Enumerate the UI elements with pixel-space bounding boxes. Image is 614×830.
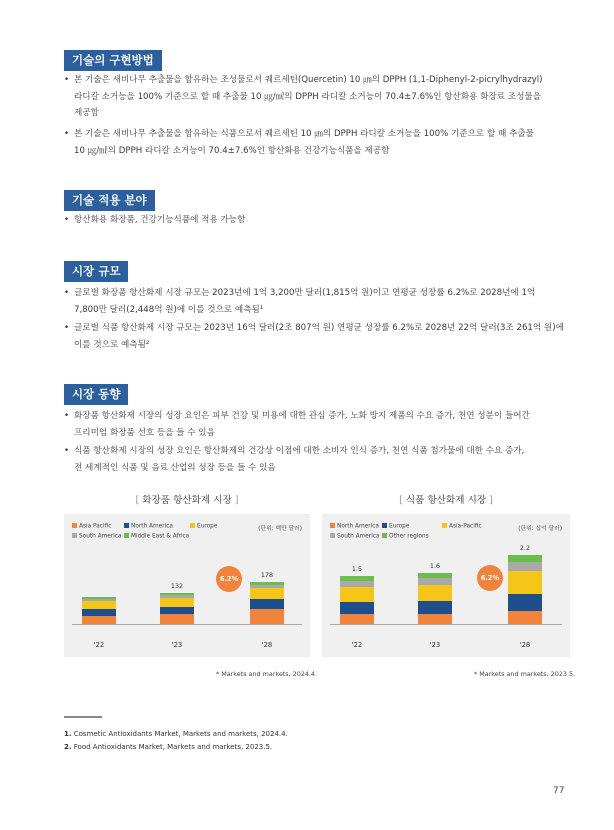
legend-swatch	[330, 523, 335, 528]
bar-total-label: 2.2	[519, 544, 531, 553]
bullet-line: 제공함	[74, 108, 99, 118]
legend-label: Other regions	[389, 533, 429, 540]
section-title-market-size: 시장 규모	[64, 261, 128, 282]
x-tick-label: '22	[351, 641, 363, 649]
legend-item	[382, 533, 429, 540]
legend-item	[382, 523, 409, 530]
bullet-mark: •	[64, 446, 70, 456]
legend-label: Europe	[197, 523, 218, 530]
chart-title-food: [ 식품 항산화제 시장 ]	[399, 495, 493, 506]
bar-segment	[250, 609, 284, 624]
bar-segment	[508, 571, 542, 593]
x-axis-line	[72, 624, 302, 625]
chart-panel-cosmetics	[64, 514, 310, 657]
bar-segment	[82, 599, 116, 601]
legend-item	[190, 523, 217, 530]
bar-total-label: 178	[260, 570, 274, 579]
chart-title-cosmetics: [ 화장품 항산화제 시장 ]	[135, 495, 239, 506]
footnote-divider	[64, 716, 102, 718]
legend-swatch	[330, 533, 335, 538]
market-trend-bullet-2	[64, 443, 570, 476]
chart-panel-food	[322, 514, 570, 657]
bullet-line: 화장품 항산화제 시장의 성장 요인은 피부 건강 및 미용에 대한 관심 증가, 노화 방지 제품의 수요 증가, 천연 성분이 들어간	[74, 411, 530, 421]
footnote-1	[64, 730, 288, 738]
x-tick-label: '23	[429, 641, 441, 649]
bar-1	[160, 593, 194, 624]
bullet-line: 식품 항산화제 시장의 성장 요인은 항산화제의 건강상 이점에 대한 소비자 인식 증가, 천연 식품 첨가물에 대한 수요 증가,	[74, 446, 525, 456]
x-axis-line	[330, 624, 562, 625]
legend-label: Europe	[389, 523, 410, 530]
page-number: 77	[553, 786, 565, 796]
legend-item	[72, 533, 122, 540]
bar-total-label: 1.5	[351, 564, 363, 573]
bar-segment	[160, 595, 194, 598]
bullet-line: 본 기술은 새비나무 추출물을 함유하는 조성물로서 퀘르세틴(Quercetin) 10 ㎛의 DPPH (1,1-Diphenyl-2-picrylhydrazyl)	[74, 75, 543, 85]
legend-label: North America	[337, 523, 379, 530]
bullet-mark: •	[64, 323, 70, 333]
bullet-line: 글로벌 화장품 항산화제 시장 규모는 2023년에 1억 3,200만 달러(1,815억 원)이고 연평균 성장률 6.2%로 2028년에 1억	[74, 288, 536, 298]
legend-swatch	[124, 523, 129, 528]
legend-swatch	[72, 523, 77, 528]
legend-label: Asia Pacific	[79, 523, 112, 530]
bar-segment	[340, 576, 374, 581]
market-size-bullet-2	[64, 320, 570, 353]
bullet-line: 항산화용 화장품, 건강기능식품에 적용 가능함	[74, 215, 246, 225]
chart-source-food: * Markets and markets, 2023.5.	[474, 670, 576, 678]
bullet-mark: •	[64, 411, 70, 421]
bar-segment	[508, 562, 542, 572]
legend-swatch	[382, 523, 387, 528]
bar-segment	[160, 598, 194, 607]
chart-source-cosmetics: * Markets and markets, 2024.4.	[216, 670, 318, 678]
section-title-implementation: 기술의 구현방법	[64, 50, 162, 71]
bullet-line: 프리미엄 화장품 선호 등을 들 수 있음	[74, 427, 215, 438]
legend-swatch	[190, 523, 195, 528]
bar-segment	[250, 585, 284, 588]
market-trend-bullet-1	[64, 408, 570, 441]
x-tick-label: '23	[171, 641, 183, 649]
legend-swatch	[124, 533, 129, 538]
implementation-bullet-1	[64, 72, 570, 122]
bar-segment	[82, 597, 116, 599]
market-size-bullet-1	[64, 285, 570, 318]
bar-segment	[82, 609, 116, 616]
bar-segment	[340, 614, 374, 624]
bar-total-label: 132	[170, 581, 184, 590]
x-tick-label: '28	[519, 641, 531, 649]
footnote-number: 1.	[64, 730, 72, 738]
bar-1	[418, 573, 452, 624]
legend-swatch	[442, 523, 447, 528]
bar-segment	[508, 555, 542, 561]
bullet-line: 7,800만 달러(2,448억 원)에 이를 것으로 예측됨¹	[74, 304, 264, 315]
implementation-bullet-2	[64, 126, 570, 159]
bar-segment	[160, 593, 194, 596]
bar-segment	[250, 599, 284, 609]
bullet-mark: •	[64, 288, 70, 298]
application-bullet-1	[64, 212, 570, 229]
growth-rate-badge: 6.2%	[216, 566, 242, 592]
legend-item	[124, 533, 189, 540]
bullet-line: 전 세계적인 식품 및 음료 산업의 성장 등을 들 수 있음	[74, 462, 276, 473]
bullet-line: 본 기술은 새비나무 추출물을 함유하는 식품으로서 퀘르세틴 10 ㎛의 DPPH 라디칼 소거능을 100% 기준으로 할 때 추출물	[74, 129, 534, 139]
bar-total-label: 1.6	[429, 561, 441, 570]
legend-label: South America	[79, 533, 122, 540]
legend-label: South America	[337, 533, 380, 540]
legend-item	[124, 523, 173, 530]
bullet-mark: •	[64, 215, 70, 225]
bar-segment	[418, 601, 452, 614]
bullet-line: 10 ㎍/㎖의 DPPH 라디칼 소거능이 70.4±7.6%인 항산화용 건강기능식품을 제공함	[74, 145, 390, 156]
footnote-2	[64, 743, 272, 751]
footnote-text: Food Antioxidants Market, Markets and markets, 2023.5.	[73, 743, 273, 751]
bar-2	[250, 582, 284, 624]
bullet-line: 글로벌 식품 항산화제 시장 규모는 2023년 16억 달러(2조 807억 원) 연평균 성장률 6.2%로 2028년 22억 달러(3조 261억 원)에	[74, 323, 564, 333]
growth-rate-badge: 6.2%	[477, 565, 503, 591]
bar-segment	[82, 616, 116, 624]
bullet-mark: •	[64, 75, 70, 85]
legend-label: Middle East & Africa	[131, 533, 190, 540]
legend-item	[330, 533, 380, 540]
legend-label: North America	[131, 523, 173, 530]
chart-unit: (단위: 백만 달러)	[258, 526, 302, 532]
bar-segment	[508, 611, 542, 624]
bar-segment	[340, 581, 374, 587]
bar-segment	[418, 585, 452, 601]
x-tick-label: '28	[261, 641, 273, 649]
bar-segment	[418, 614, 452, 624]
footnote-text: Cosmetic Antioxidants Market, Markets and markets, 2024.4.	[73, 730, 288, 738]
section-title-application: 기술 적용 분야	[64, 190, 155, 211]
footnote-number: 2.	[64, 743, 72, 751]
bar-segment	[250, 582, 284, 585]
bar-segment	[418, 573, 452, 578]
bullet-line: 라디칼 소거능을 100% 기준으로 할 때 추출물 10 ㎍/㎖의 DPPH 라디칼 소거능이 70.4±7.6%인 항산화용 화장료 조성물을	[74, 91, 542, 102]
bullet-line: 이를 것으로 예측됨²	[74, 339, 150, 350]
bar-segment	[508, 594, 542, 611]
legend-label: Asia-Pacific	[449, 523, 482, 530]
legend-swatch	[72, 533, 77, 538]
bar-segment	[160, 607, 194, 615]
legend-item	[442, 523, 482, 530]
bar-2	[508, 555, 542, 624]
chart-unit: (단위: 십억 달러)	[518, 526, 562, 532]
legend-swatch	[382, 533, 387, 538]
bar-segment	[340, 587, 374, 601]
bullet-mark: •	[64, 129, 70, 139]
bar-0	[82, 597, 116, 625]
legend-item	[72, 523, 111, 530]
bar-segment	[250, 588, 284, 599]
bar-0	[340, 576, 374, 624]
section-title-market-trend: 시장 동향	[64, 384, 128, 405]
x-tick-label: '22	[93, 641, 105, 649]
bar-segment	[340, 602, 374, 615]
legend-item	[330, 523, 379, 530]
bar-segment	[82, 601, 116, 609]
bar-segment	[160, 614, 194, 624]
bar-segment	[418, 578, 452, 585]
